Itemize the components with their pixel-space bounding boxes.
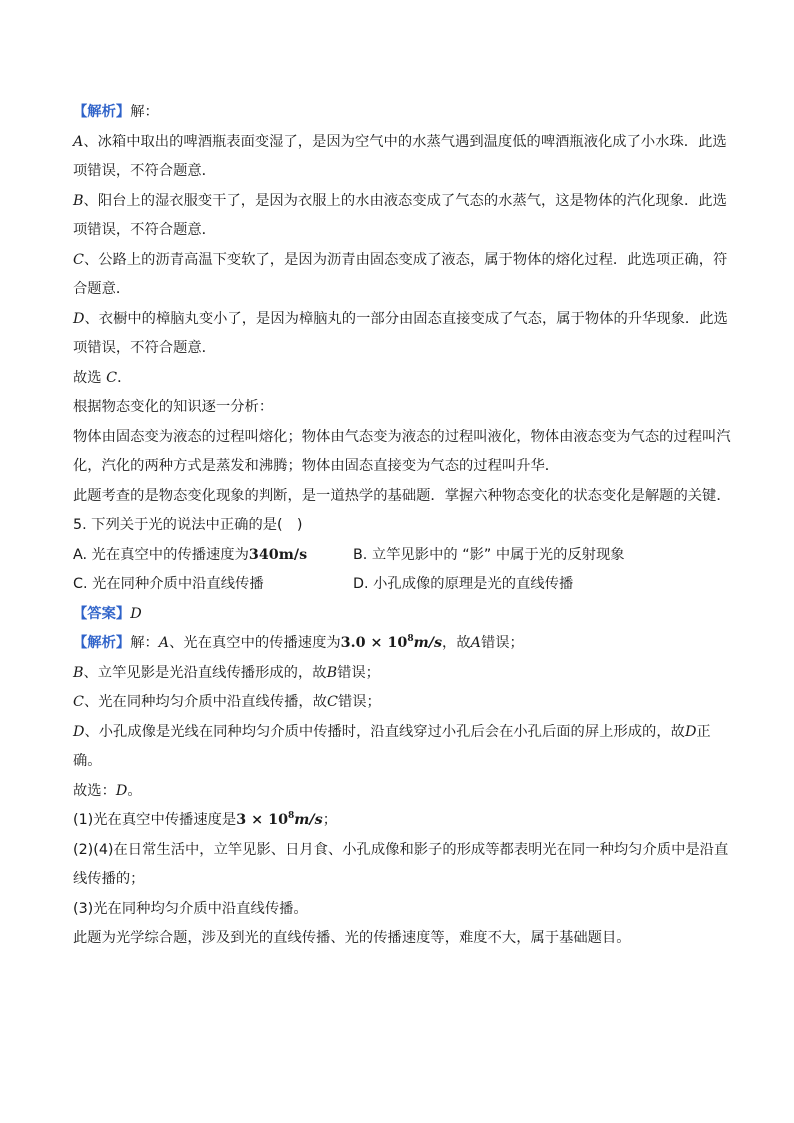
question-5-stem: 5. 下列关于光的说法中正确的是( ) [73,517,303,533]
explanation-line-d: D、小孔成像是光线在同种均匀介质中传播时，沿直线穿过小孔后会在小孔后面的屏上形成的，故D正 [73,723,711,740]
explanation-line-d-cont: 确。 [73,753,102,769]
option-a: A. 光在真空中的传播速度为340m/s [73,546,308,563]
note-2-cont: 线传播的； [73,871,145,887]
options-row-1 [73,541,723,571]
option-d: D. 小孔成像的原理是光的直线传播 [353,576,574,592]
option-a-explanation-cont: 项错误，不符合题意． [73,163,216,179]
analysis-line-3: 化，汽化的两种方式是蒸发和沸腾；物体由固态直接变为气态的过程叫升华． [73,458,560,474]
explanation-line-c: C、光在同种均匀介质中沿直线传播，故C错误； [73,694,381,710]
option-b: B. 立竿见影中的 “影” 中属于光的反射现象 [353,546,625,563]
letter-a: A [73,133,84,150]
option-c-explanation-cont: 合题意． [73,281,131,297]
explanation-line-a: 【解析】解：A、光在真空中的传播速度为$3.0 \times 10^8m/s$，故A错误； [73,634,524,651]
letter-c: C [73,251,84,268]
analysis-label: 【解析】 [73,104,131,120]
note-3: (3)光在同种均匀介质中沿直线传播。 [73,900,308,917]
option-b-explanation: B、阳台上的湿衣服变干了，是因为衣服上的水由液态变成了气态的水蒸气，这是物体的汽化现象．此选 [73,192,727,209]
analysis-line-1: 根据物态变化的知识逐一分析： [73,399,274,415]
document-page [73,98,731,954]
option-d-explanation: D、衣橱中的樟脑丸变小了，是因为樟脑丸的一部分由固态直接变成了气态，属于物体的升华现象．此选 [73,310,728,327]
note-2: (2)(4)在日常生活中，立竿见影、日月食、小孔成像和影子的形成等都表明光在同一种均匀介质中是沿直 [73,841,729,858]
answer-label: 【答案】 [73,605,131,622]
letter-b: B [73,192,84,209]
analysis-line-4: 此题考查的是物态变化现象的判断，是一道热学的基础题．掌握六种物态变化的状态变化是解题的关键． [73,487,731,504]
analysis-header-1 [73,98,723,128]
option-c-explanation: C、公路上的沥青高温下变软了，是因为沥青由固态变成了液态，属于物体的熔化过程．此选项正确，符 [73,251,728,268]
jie-text: 解： [130,104,159,120]
choice-line-1: 故选 C． [73,369,132,386]
option-b-explanation-cont: 项错误，不符合题意． [73,222,216,238]
option-d-explanation-cont: 项错误，不符合题意． [73,340,216,356]
analysis-line-2: 物体由固态变为液态的过程叫熔化；物体由气态变为液态的过程叫液化，物体由液态变为气态的过程叫汽 [73,428,731,445]
answer-line [73,600,723,630]
analysis-label-2: 【解析】 [73,635,131,651]
explanation-line-b: B、立竿见影是光沿直线传播形成的，故B错误； [73,664,380,681]
summary-line: 此题为光学综合题，涉及到光的直线传播、光的传播速度等，难度不大，属于基础题目。 [73,930,631,946]
answer-value: D [130,605,142,622]
choice-line-2: 故选：D。 [73,782,142,799]
letter-d: D [73,310,85,327]
option-a-explanation: A、冰箱中取出的啤酒瓶表面变湿了，是因为空气中的水蒸气遇到温度低的啤酒瓶液化成了小水珠．此选 [73,133,727,150]
note-1: (1)光在真空中传播速度是$3 \times 10^8m/s$； [73,811,337,828]
option-c: C. 光在同种介质中沿直线传播 [73,576,264,592]
options-row-2 [73,570,723,600]
